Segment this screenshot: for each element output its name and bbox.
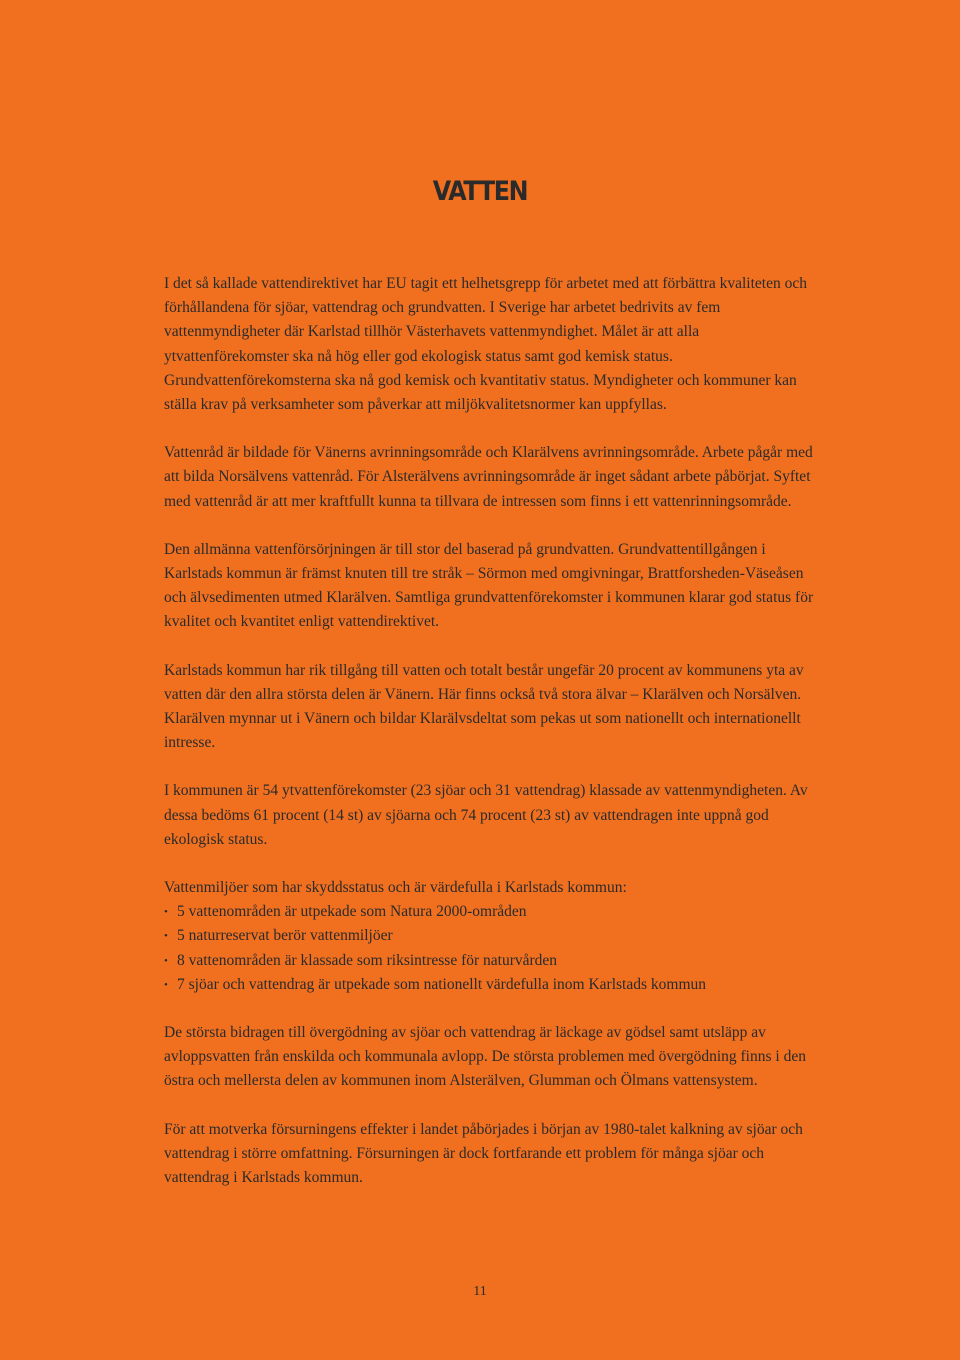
list-item: • 5 naturreservat berör vattenmiljöer [164, 924, 814, 948]
paragraph-eu-directive: I det så kallade vattendirektivet har EU tagit ett helhetsgrepp för arbetet med att förbättra kvaliteten och förhållandena för sjöar, vattendrag och grundvatten. I Sverige har arbetet bedrivits av fem vattenmyndigheter där Karlstad tillhör Västerhavets vattenmyndighet. Målet är att alla ytvattenförekomster ska nå hög eller god ekologisk status samt god kemisk status. Grundvattenförekomsterna ska nå god kemisk och kvantitativ status. Myndigheter och kommuner kan ställa krav på verksamheter som påverkar att miljökvalitetsnormer kan uppfyllas. [164, 275, 807, 414]
body-text [164, 272, 814, 1214]
list-item: • 8 vattenområden är klassade som riksintresse för naturvården [164, 949, 814, 973]
page-title: VATTEN [432, 176, 528, 207]
list-item: • 5 vattenområden är utpekade som Natura 2000-områden [164, 900, 814, 924]
protected-waters-list [164, 900, 814, 997]
paragraph-acidification: För att motverka försurningens effekter i landet påbörjades i början av 1980-talet kalkning av sjöar och vattendrag i större omfattning. Försurningen är dock fortfarande ett problem för många sjöar och vattendrag i Karlstads kommun. [164, 1120, 803, 1187]
paragraph-classification: I kommunen är 54 ytvattenförekomster (23 sjöar och 31 vattendrag) klassade av vattenmyndigheten. Av dessa bedöms 61 procent (14 st) av sjöarna och 74 procent (23 st) av vattendragen inte uppnå god ekologisk status. [164, 782, 808, 848]
paragraph-water-councils: Vattenråd är bildade för Vänerns avrinningsområde och Klarälvens avrinningsområde. Arbete pågår med att bilda Norsälvens vattenråd. För Alsterälvens avrinningsområde är inget sådant arbete påbörjat. Syftet med vattenråd är att mer kraftfullt kunna ta tillvara de intressen som finns i ett vattenrinningsområde. [164, 444, 813, 510]
paragraph-water-supply: Den allmänna vattenförsörjningen är till stor del baserad på grundvatten. Grundvattentillgången i Karlstads kommun är främst knuten till tre stråk – Sörmon med omgivningar, Brattforsheden-Väseåsen och älvsedimenten utmed Klarälven. Samtliga grundvattenförekomster i kommunen klarar god status för kvalitet och kvantitet enligt vattendirektivet. [164, 540, 814, 631]
page-number: 11 [473, 1284, 487, 1299]
paragraph-eutrophication: De största bidragen till övergödning av sjöar och vattendrag är läckage av gödsel samt utsläpp av avloppsvatten från enskilda och kommunala avlopp. De största problemen med övergödning finns i den östra och mellersta delen av kommunen inom Alsterälven, Glumman och Ölmans vattensystem. [164, 1024, 806, 1090]
list-intro: Vattenmiljöer som har skyddsstatus och är värdefulla i Karlstads kommun: [164, 879, 627, 897]
list-item: • 7 sjöar och vattendrag är utpekade som nationellt värdefulla inom Karlstads kommun [164, 973, 814, 997]
paragraph-water-access: Karlstads kommun har rik tillgång till vatten och totalt består ungefär 20 procent av kommunens yta av vatten där den allra största delen är Vänern. Här finns också två stora älvar – Klarälven och Norsälven. Klarälven mynnar ut i Vänern och bildar Klarälvsdeltat som pekas ut som nationellt och internationellt intresse. [164, 661, 804, 752]
